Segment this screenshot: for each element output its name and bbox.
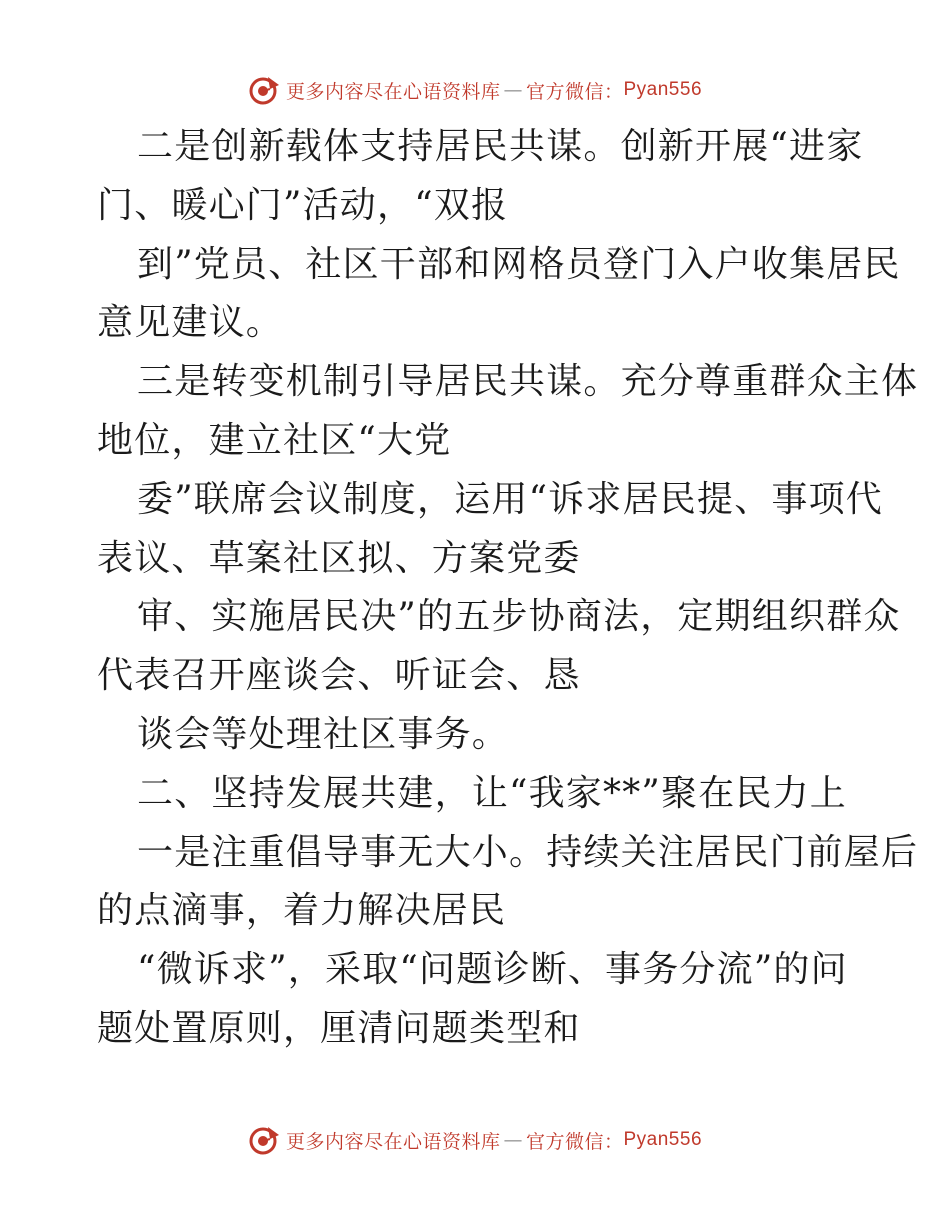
- watermark-wechat-id: Pyan556: [623, 79, 703, 100]
- text-line: 到”党员、社区干部和网格员登门入户收集居民: [137, 243, 901, 285]
- watermark-site-text: 更多内容尽在心语资料库: [285, 1130, 501, 1153]
- section-heading: 二、坚持发展共建，让“我家**”聚在民力上: [137, 772, 848, 814]
- text-line: 三是转变机制引导居民共谋。充分尊重群众主体: [137, 361, 919, 403]
- text-line: 题处置原则，厘清问题类型和: [97, 1007, 581, 1049]
- watermark-dash: —: [503, 1129, 523, 1151]
- pen-seal-icon: [248, 1123, 282, 1157]
- watermark-site-text: 更多内容尽在心语资料库: [285, 80, 501, 103]
- text-line: 谈会等处理社区事务。: [137, 713, 510, 755]
- text-line: 二是创新载体支持居民共谋。创新开展“进家: [137, 126, 864, 167]
- text-line: 的点滴事，着力解决居民: [97, 890, 507, 932]
- document-body: [97, 118, 919, 1059]
- watermark-wechat-id: Pyan556: [623, 1129, 703, 1150]
- text-line: 表议、草案社区拟、方案党委: [97, 537, 581, 579]
- text-line: 审、实施居民决”的五步协商法，定期组织群众: [137, 596, 901, 638]
- text-line: 门、暖心门”活动，“双报: [97, 184, 509, 226]
- text-line: “微诉求”，采取“问题诊断、事务分流”的问: [137, 949, 848, 991]
- text-line: 地位，建立社区“大党: [97, 419, 452, 461]
- watermark-wechat-label: 官方微信：: [525, 1130, 624, 1153]
- watermark-dash: —: [503, 79, 523, 101]
- text-line: 委”联席会议制度，运用“诉求居民提、事项代: [137, 478, 884, 520]
- watermark-wechat-label: 官方微信：: [525, 80, 624, 103]
- text-line: 一是注重倡导事无大小。持续关注居民门前屋后: [137, 831, 919, 873]
- footer-watermark: [0, 1120, 950, 1160]
- text-line: 代表召开座谈会、听证会、恳: [97, 655, 581, 697]
- pen-seal-icon: [248, 73, 282, 107]
- header-watermark: [0, 70, 950, 110]
- text-line: 意见建议。: [97, 302, 284, 344]
